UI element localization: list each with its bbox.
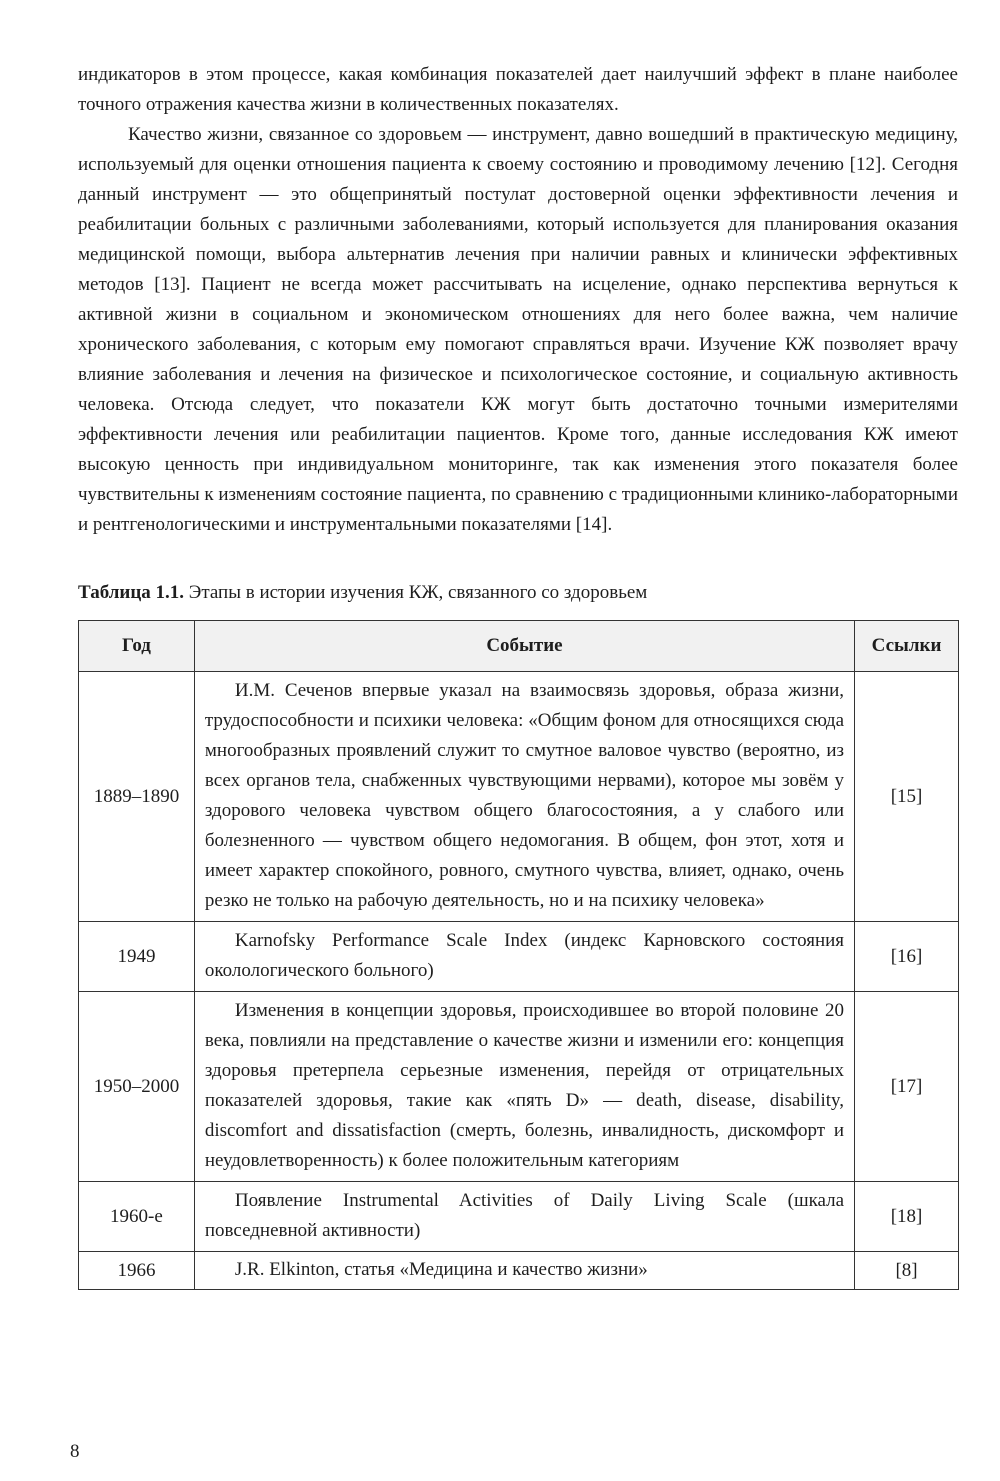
paragraph-1: индикаторов в этом процессе, какая комбинация показателей дает наилучший эффект в плане наиболее точного отражения качества жизни в количественных показателях. xyxy=(78,64,958,115)
table-row xyxy=(79,1182,959,1252)
row-event-text: И.М. Сеченов впервые указал на взаимосвязь здоровья, образа жизни, трудоспособности и психики человека: «Общим фоном для относящихся сюда многообразных проявлений служит то смутное валовое чувство (вероятно, из всех органов тела, снабженных чувствующими нервами), которое мы зовём у здорового человека чувством общего благосостояния, а у слабого или болезненного — чувством общего недомогания. В общем, фон этот, хотя и имеет характер спокойного, ровного, смутного чувства, влияет, однако, очень резко не только на рабочую деятельность, но и на психику человека» xyxy=(204,680,845,911)
row-ref: [15] xyxy=(855,672,959,922)
row-event-text: Изменения в концепции здоровья, происходившее во второй половине 20 века, повлияли на представление о качестве жизни и изменили его: концепция здоровья претерпела серьезные изменения, перейдя от отрицательных показателей здоровья, такие как «пять D» — death, disease, disability, discomfort and dissatisfaction (смерть, болезнь, инвалидность, дискомфорт и неудовлетворенность) к более положительным категориям xyxy=(204,1000,845,1171)
table-caption xyxy=(78,578,958,608)
table-header-row xyxy=(79,621,959,672)
table-row xyxy=(79,1252,959,1290)
row-event xyxy=(194,672,854,922)
row-year: 1966 xyxy=(79,1252,195,1290)
table-caption-label: Таблица 1.1. xyxy=(78,582,185,603)
row-event-text: J.R. Elkinton, статья «Медицина и качество жизни» xyxy=(234,1259,648,1280)
row-event xyxy=(194,1252,854,1290)
row-event xyxy=(194,922,854,992)
row-ref: [16] xyxy=(855,922,959,992)
row-year: 1949 xyxy=(79,922,195,992)
table-caption-text: Этапы в истории изучения КЖ, связанного со здоровьем xyxy=(184,582,648,603)
row-ref: [17] xyxy=(855,992,959,1182)
row-year: 1960-е xyxy=(79,1182,195,1252)
header-event: Событие xyxy=(194,621,854,672)
table-row xyxy=(79,922,959,992)
row-ref: [18] xyxy=(855,1182,959,1252)
table-row xyxy=(79,992,959,1182)
row-event-text: Karnofsky Performance Scale Index (индекс Карновского состояния околологического больного) xyxy=(204,930,845,981)
paragraph-2: Качество жизни, связанное со здоровьем — инструмент, давно вошедший в практическую медицину, используемый для оценки отношения пациента к своему состоянию и проводимому лечению [12]. Сегодня данный инструмент — это общепринятый постулат достоверной оценки эффективности лечения и реабилитации больных с различными заболеваниями, который используется для планирования оказания медицинской помощи, выбора альтернатив лечения при наличии равных и клинически эффективных методов [13]. Пациент не всегда может рассчитывать на исцеление, однако перспектива вернуться к активной жизни в социальном и экономическом отношениях для него более важна, чем наличие хронического заболевания, с которым ему помогают справляться врачи. Изучение КЖ позволяет врачу влияние заболевания и лечения на физическое и психологическое состояние, и социальную активность человека. Отсюда следует, что показатели КЖ могут быть достаточно точными измерителями эффективности лечения или реабилитации пациентов. Кроме того, данные исследования КЖ имеют высокую ценность при индивидуальном мониторинге, так как изменения этого показателя более чувствительны к изменениям состояние пациента, по сравнению с традиционными клинико-лабораторными и рентгенологическими и инструментальными показателями [14]. xyxy=(78,124,958,535)
table-row xyxy=(79,672,959,922)
page-number: 8 xyxy=(70,1441,80,1462)
row-year: 1950–2000 xyxy=(79,992,195,1182)
row-event xyxy=(194,992,854,1182)
row-ref: [8] xyxy=(855,1252,959,1290)
row-year: 1889–1890 xyxy=(79,672,195,922)
history-table xyxy=(78,620,959,1290)
header-year: Год xyxy=(79,621,195,672)
header-refs: Ссылки xyxy=(855,621,959,672)
row-event-text: Появление Instrumental Activities of Daily Living Scale (шкала повседневной активности) xyxy=(204,1190,845,1241)
row-event xyxy=(194,1182,854,1252)
